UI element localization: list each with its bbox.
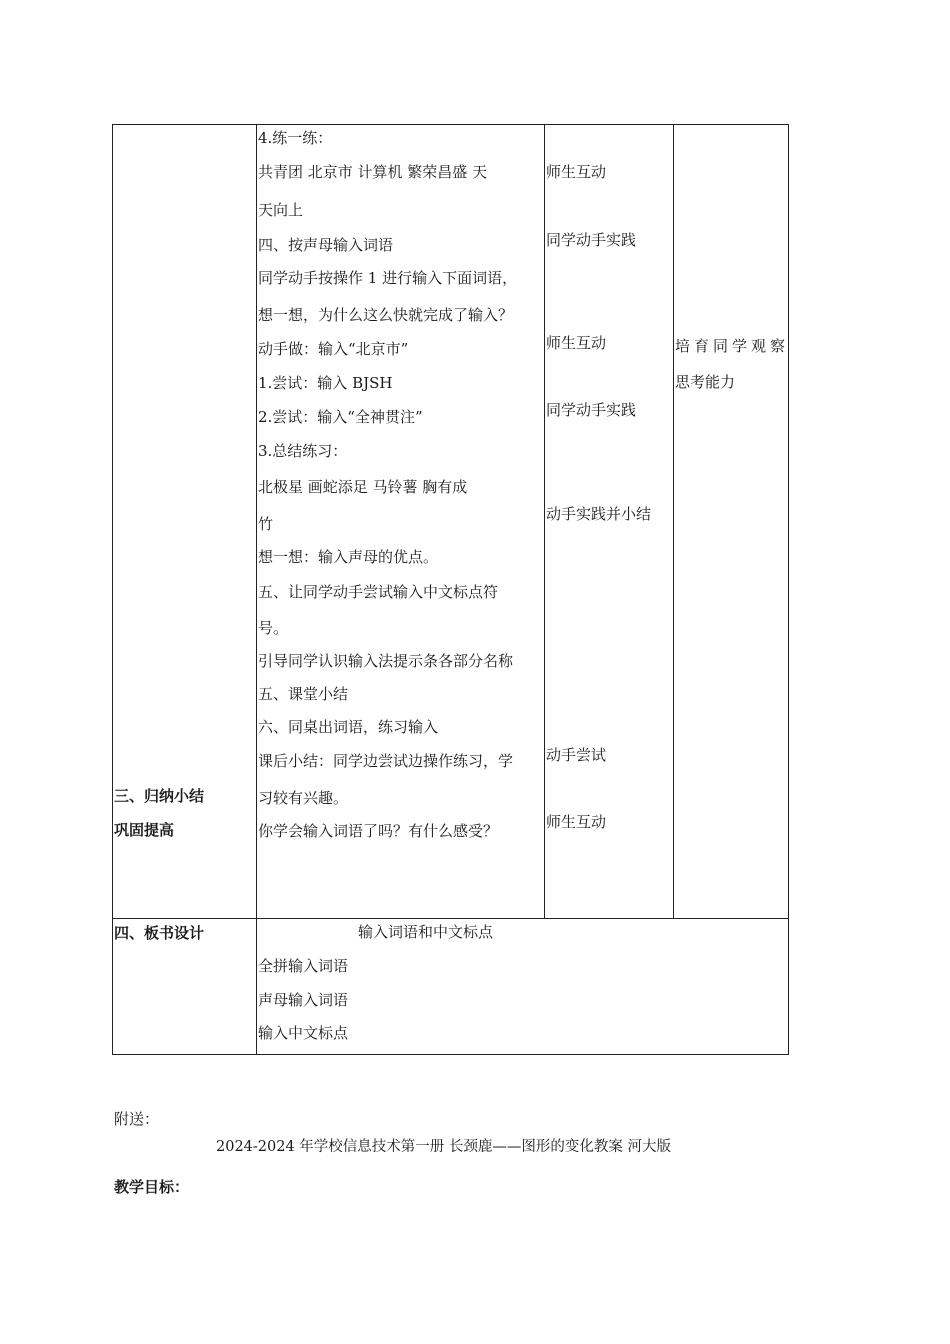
goal-line: 培育同学观察 [675, 337, 790, 355]
content-line: 4.练一练： [258, 129, 333, 147]
content-line: 动手做：输入“北京市” [258, 340, 409, 358]
table-right-border [788, 124, 789, 1055]
activity-item: 动手实践并小结 [546, 505, 652, 523]
content-line: 号。 [258, 619, 289, 637]
section-label-consolidate: 巩固提高 [114, 821, 175, 839]
table-top-border [112, 124, 789, 125]
goal-line: 思考能力 [675, 373, 736, 391]
content-line: 你学会输入词语了吗？有什么感受？ [258, 822, 499, 840]
content-line: 北极星 画蛇添足 马铃薯 胸有成 [258, 478, 468, 496]
section-label-summary: 三、归纳小结 [114, 787, 205, 805]
activity-item: 师生互动 [546, 334, 607, 352]
table-column-divider-1 [256, 124, 257, 1055]
activity-item: 师生互动 [546, 813, 607, 831]
board-line: 全拼输入词语 [258, 957, 349, 975]
activity-item: 同学动手实践 [546, 401, 637, 419]
table-column-divider-2 [544, 124, 545, 919]
content-line: 3.总结练习： [258, 442, 348, 460]
content-line: 竹 [258, 515, 274, 533]
activity-item: 动手尝试 [546, 746, 607, 764]
content-line: 2.尝试：输入“全神贯注” [258, 408, 423, 426]
board-line: 输入中文标点 [258, 1024, 349, 1042]
content-line: 五、课堂小结 [258, 685, 349, 703]
table-left-border [112, 124, 113, 1055]
board-line: 声母输入词语 [258, 991, 349, 1009]
content-line: 五、让同学动手尝试输入中文标点符 [258, 583, 499, 601]
content-line: 习较有兴趣。 [258, 789, 349, 807]
board-title: 输入词语和中文标点 [358, 923, 494, 941]
activity-item: 同学动手实践 [546, 231, 637, 249]
content-line: 六、同桌出词语，练习输入 [258, 718, 439, 736]
content-line: 天向上 [258, 201, 304, 219]
appendix-title: 2024-2024 年学校信息技术第一册 长颈鹿——图形的变化教案 河大版 [216, 1139, 672, 1155]
content-line: 想一想：输入声母的优点。 [258, 548, 439, 566]
content-line: 1.尝试：输入 BJSH [258, 374, 393, 392]
content-line: 想一想，为什么这么快就完成了输入？ [258, 306, 514, 324]
appendix-heading: 教学目标： [114, 1178, 190, 1196]
appendix-label: 附送： [114, 1110, 160, 1128]
activity-item: 师生互动 [546, 163, 607, 181]
table-column-divider-3 [673, 124, 674, 919]
content-line: 共青团 北京市 计算机 繁荣昌盛 天 [258, 163, 488, 181]
content-line: 同学动手按操作 1 进行输入下面词语， [258, 269, 518, 287]
section-label-board-design: 四、板书设计 [114, 924, 205, 942]
content-line: 引导同学认识输入法提示条各部分名称 [258, 652, 514, 670]
table-row-divider [112, 918, 789, 919]
content-line: 四、按声母输入词语 [258, 236, 394, 254]
table-bottom-border [112, 1054, 789, 1055]
content-line: 课后小结：同学边尝试边操作练习，学 [258, 752, 514, 770]
